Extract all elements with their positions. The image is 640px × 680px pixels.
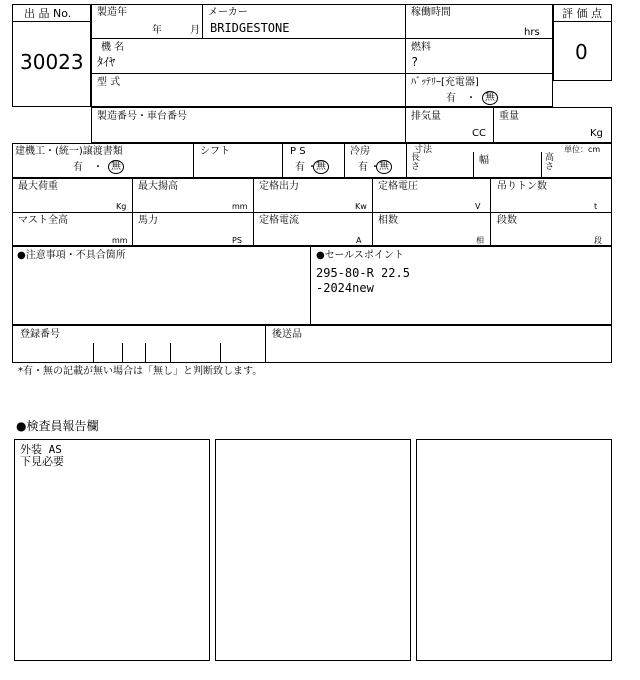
mast-height-label: マスト全高 <box>18 215 68 226</box>
ac-no: 無 <box>376 160 392 174</box>
battery-no-circled <box>482 91 498 105</box>
ps-yes: 有 <box>295 162 305 173</box>
height-label: 高 さ <box>545 153 555 172</box>
divider <box>253 178 254 246</box>
ac-sep: ・ <box>370 162 380 173</box>
inspector-title: ●検査員報告欄 <box>16 419 99 433</box>
model-name-value: ﾀｲﾔ <box>97 55 116 69</box>
divider <box>170 343 171 363</box>
inspector-box-1 <box>14 439 210 661</box>
serial-label: 製造番号・車台番号 <box>97 111 187 122</box>
mast-height-unit: mm <box>112 236 128 245</box>
rating-value: 0 <box>575 40 588 64</box>
transfer-no-circled <box>108 160 124 174</box>
divider <box>202 4 203 38</box>
phases-label: 相数 <box>378 215 398 226</box>
divider <box>541 152 542 178</box>
max-load-unit: Kg <box>116 202 127 211</box>
divider <box>405 107 406 143</box>
divider <box>344 143 345 178</box>
transfer-no: 無 <box>108 160 124 174</box>
type-label: 型 式 <box>97 77 121 88</box>
displacement-unit: CC <box>472 128 486 139</box>
rated-output-label: 定格出力 <box>259 181 299 192</box>
fuel-label: 燃料 <box>411 42 431 53</box>
sales-point-label: ●セールスポイント <box>316 250 404 261</box>
max-lift-label: 最大揚高 <box>138 181 178 192</box>
year-unit: 年 <box>152 25 162 36</box>
divider <box>12 212 612 213</box>
divider <box>372 178 373 246</box>
rating-label: 評 価 点 <box>562 7 602 20</box>
stages-label: 段数 <box>497 215 517 226</box>
divider <box>473 152 474 178</box>
shipping-label: 後送品 <box>272 329 302 340</box>
registration-row <box>12 325 612 363</box>
divider <box>282 143 283 178</box>
phases-unit: 相 <box>476 236 484 245</box>
battery-sep: ・ <box>466 93 476 104</box>
ps-no: 無 <box>313 160 329 174</box>
divider <box>132 178 133 246</box>
model-name-label: 機 名 <box>101 42 125 53</box>
maker-value: BRIDGESTONE <box>210 21 290 35</box>
divider <box>406 143 407 178</box>
transfer-yes: 有 <box>73 162 83 173</box>
stages-unit: 段 <box>594 236 602 245</box>
sales-point-text: 295-80-R 22.5 -2024new <box>316 266 410 295</box>
ac-yes: 有 <box>358 162 368 173</box>
rated-current-unit: A <box>356 236 362 245</box>
ps-sep: ・ <box>307 162 317 173</box>
weight-label: 重量 <box>499 111 519 122</box>
inspector-box-1-text: 外装 AS 下見必要 <box>20 443 64 468</box>
rated-voltage-unit: V <box>475 202 481 211</box>
divider <box>91 73 553 74</box>
horsepower-unit: PS <box>232 236 242 245</box>
max-load-label: 最大荷重 <box>18 181 58 192</box>
inspector-box-3 <box>416 439 612 661</box>
max-lift-unit: mm <box>232 202 248 211</box>
divider <box>265 325 266 363</box>
divider <box>93 343 94 363</box>
divider <box>490 178 491 246</box>
battery-yes: 有 <box>446 93 456 104</box>
divider <box>145 343 146 363</box>
battery-no: 無 <box>482 91 498 105</box>
divider <box>553 21 612 22</box>
year-label: 製造年 <box>97 7 127 18</box>
lot-number-label: 出 品 No. <box>24 7 72 20</box>
caution-label: ●注意事項・不具合箇所 <box>17 250 126 261</box>
dims-label: 寸法 <box>414 145 433 155</box>
ps-label: P S <box>290 146 306 157</box>
rated-current-label: 定格電流 <box>259 215 299 226</box>
inspector-box-2 <box>215 439 411 661</box>
divider <box>405 4 406 107</box>
transfer-sep: ・ <box>93 162 103 173</box>
length-label: 長 さ <box>411 153 421 172</box>
registration-label: 登録番号 <box>20 329 60 340</box>
lot-number-value: 30023 <box>20 50 84 74</box>
month-unit: 月 <box>190 25 200 36</box>
crane-tons-label: 吊りトン数 <box>497 181 547 192</box>
footnote: *有・無の記載が無い場合は「無し」と判断致します。 <box>18 366 263 377</box>
divider <box>91 38 553 39</box>
transfer-docs-label: 建機工・(統一)譲渡書類 <box>15 146 123 157</box>
hours-unit: hrs <box>524 27 540 38</box>
width-label: 幅 <box>479 155 489 166</box>
ac-label: 冷房 <box>350 146 370 157</box>
shift-label: シフト <box>200 146 230 157</box>
horsepower-label: 馬力 <box>138 215 158 226</box>
rated-voltage-label: 定格電圧 <box>378 181 418 192</box>
rated-output-unit: Kw <box>355 202 367 211</box>
divider <box>493 107 494 143</box>
ac-no-circled <box>376 160 392 174</box>
divider <box>193 143 194 178</box>
maker-label: メーカー <box>208 7 248 18</box>
fuel-value: ? <box>411 55 419 69</box>
displacement-label: 排気量 <box>411 111 441 122</box>
divider <box>310 246 311 325</box>
divider <box>220 343 221 363</box>
ps-no-circled <box>313 160 329 174</box>
hours-label: 稼働時間 <box>411 7 451 18</box>
dims-unit: 単位：cm <box>564 145 601 154</box>
divider <box>122 343 123 363</box>
weight-unit: Kg <box>590 128 603 139</box>
battery-label: ﾊﾞｯﾃﾘｰ[充電器] <box>411 77 479 88</box>
crane-tons-unit: t <box>594 202 598 211</box>
divider <box>12 21 91 22</box>
